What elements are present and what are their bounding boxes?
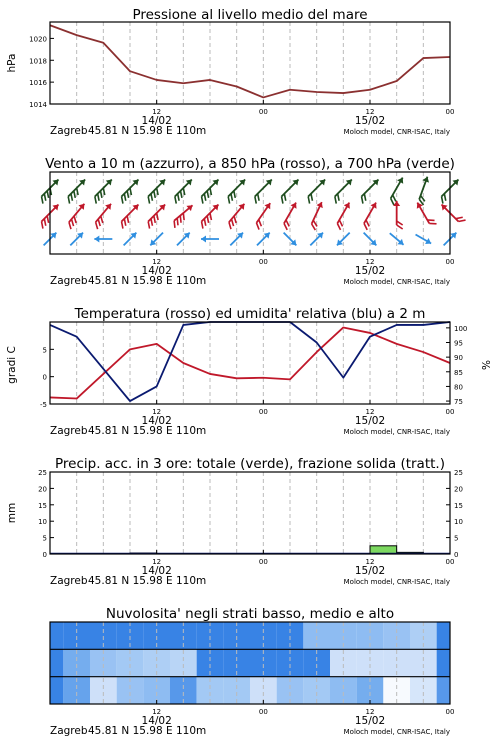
temp-humidity-chart-model-credit: Moloch model, CNR-ISAC, Italy	[343, 428, 450, 436]
wind-barb-700hPa	[303, 177, 330, 204]
wind-barb-700hPa	[415, 176, 434, 206]
wind-chart-title: Vento a 10 m (azzurro), a 850 hPa (rosso), a 700 hPa (verde)	[45, 156, 455, 172]
cloud-chart-x-tick-label: 12	[152, 708, 162, 716]
temp-humidity-chart-y-tick-label: 5	[42, 346, 47, 355]
temp-humidity-chart-y-tick-label-right: 90	[454, 354, 463, 363]
temp-humidity-chart-location-city: Zagreb	[50, 425, 88, 437]
wind-barb-700hPa	[250, 177, 277, 204]
temp-humidity-chart-y-tick-label: 0	[42, 373, 47, 382]
barb-feather	[429, 220, 436, 226]
wind-chart-x-tick-label: 00	[258, 258, 268, 266]
precip-chart-title: Precip. acc. in 3 ore: totale (verde), frazione solida (tratt.)	[55, 456, 445, 472]
pressure-chart-location-city: Zagreb	[50, 125, 88, 137]
precip-chart-model-credit: Moloch model, CNR-ISAC, Italy	[343, 578, 450, 586]
wind-chart-location-city: Zagreb	[50, 275, 88, 287]
wind-barb-850hPa	[116, 202, 143, 229]
precip-chart-y-axis-label: mm	[6, 502, 18, 524]
precip-chart-date-label: 15/02	[354, 565, 386, 577]
temp-humidity-chart-date-label: 14/02	[141, 415, 172, 427]
precip-chart-y-tick-label: 15	[38, 501, 47, 510]
barb-arrowhead	[397, 176, 406, 184]
wind-barb-700hPa	[116, 177, 143, 204]
wind-barb-700hPa	[90, 177, 117, 204]
temp-humidity-chart-y-tick-label-right: 80	[454, 383, 463, 392]
barb-arrowhead	[344, 201, 353, 209]
cloud-chart-title: Nuvolosita' negli strati basso, medio e alto	[105, 606, 395, 622]
temp-humidity-chart-y-tick-label-right: 100	[454, 324, 468, 333]
pressure-chart-y-tick-label: 1020	[29, 35, 47, 44]
wind-barb-700hPa	[63, 177, 90, 204]
cloud-chart-date-label: 14/02	[141, 715, 172, 727]
cloud-chart-location-coords: 45.81 N 15.98 E 110m	[88, 725, 207, 737]
temp-humidity-chart-x-tick-label: 00	[258, 408, 268, 416]
temp-humidity-chart-y-tick-label-right: 75	[454, 398, 463, 407]
precip-chart-x-tick-label: 00	[445, 558, 455, 566]
temp-humidity-chart-temperature-line	[50, 327, 450, 398]
pressure-chart-title: Pressione al livello medio del mare	[132, 7, 368, 23]
pressure-chart-y-tick-label: 1016	[29, 79, 47, 88]
cloud-chart-x-tick-label: 12	[365, 708, 375, 716]
cloud-chart-location-city: Zagreb	[50, 725, 88, 737]
pressure-chart-y-tick-label: 1018	[29, 57, 47, 66]
pressure-chart-date-label: 14/02	[141, 115, 172, 127]
wind-chart-location-coords: 45.81 N 15.98 E 110m	[88, 275, 207, 287]
temp-humidity-chart-y-axis-label-right: %	[481, 360, 493, 370]
precip-chart-y-tick-label: 10	[38, 518, 47, 527]
wind-chart-x-tick-label: 12	[365, 258, 375, 266]
barb-arrowhead	[370, 201, 379, 209]
temp-humidity-chart-humidity-line	[50, 322, 450, 401]
wind-chart-model-credit: Moloch model, CNR-ISAC, Italy	[343, 278, 450, 286]
pressure-chart-x-tick-label: 12	[152, 108, 162, 116]
wind-barb-700hPa	[196, 177, 223, 204]
cloud-chart-cell	[50, 622, 63, 649]
precip-chart-x-tick-label: 00	[258, 558, 268, 566]
wind-chart-x-tick-label: 00	[445, 258, 455, 266]
wind-barb-700hPa	[223, 177, 250, 204]
temp-humidity-chart-title: Temperatura (rosso) ed umidita' relativa (blu) a 2 m	[74, 306, 426, 322]
cloud-chart-date-label: 15/02	[354, 715, 386, 727]
precip-chart-location-coords: 45.81 N 15.98 E 110m	[88, 575, 207, 587]
temp-humidity-chart-date-label: 15/02	[354, 415, 386, 427]
precip-chart-y-tick-label-right: 10	[454, 518, 463, 527]
barb-arrowhead	[393, 201, 400, 206]
pressure-chart-date-label: 15/02	[354, 115, 386, 127]
precip-chart-y-tick-label: 20	[38, 485, 47, 494]
precip-chart-date-label: 14/02	[141, 565, 172, 577]
wind-chart-date-label: 14/02	[141, 265, 172, 277]
cloud-chart-cell	[437, 677, 450, 704]
temp-humidity-chart-x-tick-label: 00	[445, 408, 455, 416]
precip-chart-location-city: Zagreb	[50, 575, 88, 587]
precip-chart-y-tick-label: 0	[42, 551, 47, 559]
wind-barb-700hPa	[276, 177, 303, 204]
wind-barb-850hPa	[143, 202, 170, 229]
cloud-chart-x-tick-label: 00	[258, 708, 268, 716]
precip-chart-y-tick-label-right: 5	[454, 534, 459, 543]
cloud-chart-cell	[50, 649, 63, 676]
wind-barb-700hPa	[356, 177, 383, 204]
temp-humidity-chart-y-tick-label-right: 95	[454, 339, 463, 348]
temp-humidity-chart-y-axis-label: gradi C	[6, 346, 18, 384]
barb-arrowhead	[94, 236, 99, 243]
pressure-chart-x-tick-label: 00	[445, 108, 455, 116]
wind-barb-850hPa	[393, 201, 403, 229]
precip-chart-x-tick-label: 12	[365, 558, 375, 566]
pressure-chart-series-line	[50, 25, 450, 97]
temp-humidity-chart-location-coords: 45.81 N 15.98 E 110m	[88, 425, 207, 437]
precip-chart-y-tick-label-right: 0	[454, 551, 459, 559]
wind-barb-700hPa	[143, 177, 170, 204]
cloud-chart-model-credit: Moloch model, CNR-ISAC, Italy	[343, 728, 450, 736]
temp-humidity-chart-x-tick-label: 12	[152, 408, 162, 416]
barb-arrowhead	[290, 201, 299, 209]
pressure-chart-x-tick-label: 12	[365, 108, 375, 116]
precip-chart-y-tick-label-right: 15	[454, 501, 463, 510]
wind-barb-700hPa	[330, 177, 357, 204]
wind-chart-x-tick-label: 12	[152, 258, 162, 266]
barb-arrowhead	[201, 236, 206, 243]
pressure-chart-y-tick-label: 1014	[29, 101, 47, 109]
cloud-chart-cell	[437, 622, 450, 649]
wind-barb-850hPa	[169, 203, 197, 228]
temp-humidity-chart-y-tick-label: -5	[40, 401, 47, 409]
wind-barb-850hPa	[439, 200, 466, 227]
wind-barb-850hPa	[414, 200, 436, 229]
wind-chart-date-label: 15/02	[354, 265, 386, 277]
barb-arrowhead	[425, 238, 433, 247]
cloud-chart-x-tick-label: 00	[445, 708, 455, 716]
precip-chart-y-tick-label-right: 20	[454, 485, 463, 494]
temp-humidity-chart-y-tick-label-right: 85	[454, 368, 463, 377]
cloud-chart-cell	[437, 649, 450, 676]
precip-chart-y-tick-label-right: 25	[454, 469, 463, 477]
temp-humidity-chart-x-tick-label: 12	[365, 408, 375, 416]
pressure-chart-location-coords: 45.81 N 15.98 E 110m	[88, 125, 207, 137]
cloud-chart-cell	[50, 677, 63, 704]
precip-chart-x-tick-label: 12	[152, 558, 162, 566]
temp-humidity-chart-frame	[50, 322, 450, 404]
pressure-chart-y-axis-label: hPa	[6, 53, 18, 73]
precip-chart-y-tick-label: 25	[38, 469, 47, 477]
wind-barb-700hPa	[170, 177, 197, 204]
pressure-chart-model-credit: Moloch model, CNR-ISAC, Italy	[343, 128, 450, 136]
barb-arrowhead	[316, 201, 324, 208]
barb-feather	[397, 225, 403, 229]
precip-chart-y-tick-label: 5	[42, 534, 47, 543]
wind-barb-850hPa	[196, 202, 223, 229]
precip-chart-frame	[50, 472, 450, 554]
pressure-chart-x-tick-label: 00	[258, 108, 268, 116]
